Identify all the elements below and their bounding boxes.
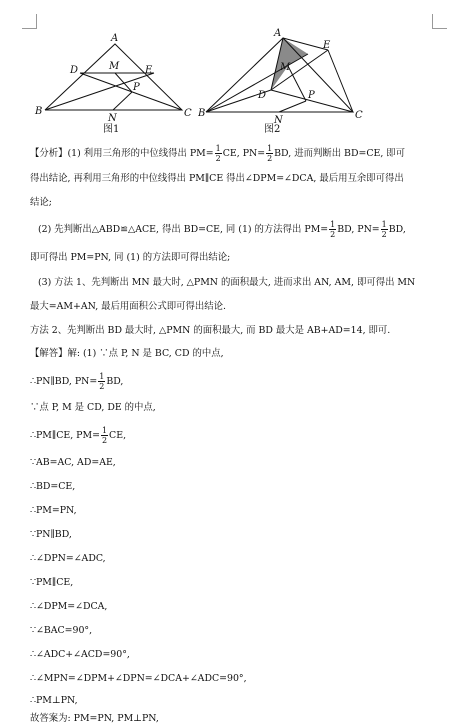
line-11: ∵点 P, M 是 CD, DE 的中点, bbox=[30, 402, 156, 413]
fig2-label-P: P bbox=[308, 90, 315, 101]
line-08: 方法 2、先判断出 BD 最大时, △PMN 的面积最大, 而 BD 最大是 AB+AD=14, 即可. bbox=[30, 325, 391, 336]
line-22: ∴∠MPN=∠DPM+∠DPN=∠DCA+∠ADC=90°, bbox=[30, 673, 247, 684]
crop-mark-top-right bbox=[432, 14, 447, 29]
fraction-half: $\frac{1}{2}$ bbox=[330, 220, 336, 239]
line-13: ∵AB=AC, AD=AE, bbox=[30, 457, 116, 468]
line-19: ∴∠DPM=∠DCA, bbox=[30, 601, 108, 612]
line-18: ∵PM∥CE, bbox=[30, 577, 74, 588]
fig2-label-B: B bbox=[198, 108, 206, 119]
line-01: 【分析】(1) 利用三角形的中位线得出 PM= $\frac{1}{2}$ CE, PN= $\frac{1}{2}$ BD, 进而判断出 BD=CE, 即可 bbox=[30, 144, 406, 163]
line-21: ∴∠ADC+∠ACD=90°, bbox=[30, 649, 130, 660]
fig2-label-N: N bbox=[274, 115, 283, 126]
figure-1 bbox=[30, 30, 200, 138]
line-09: 【解答】解: (1) ∵点 P, N 是 BC, CD 的中点, bbox=[30, 348, 224, 359]
line-02: 得出结论, 再利用三角形的中位线得出 PM∥CE 得出∠DPM=∠DCA, 最后用互余即可得出 bbox=[30, 173, 404, 184]
fig1-label-B: B bbox=[35, 106, 43, 117]
crop-mark-top-left bbox=[22, 14, 37, 29]
fraction-half: $\frac{1}{2}$ bbox=[381, 220, 387, 239]
line-14: ∴BD=CE, bbox=[30, 481, 76, 492]
line-06: (3) 方法 1、先判断出 MN 最大时, △PMN 的面积最大, 进而求出 AN, AM, 即可得出 MN bbox=[38, 277, 416, 288]
line-23: ∴PM⊥PN, bbox=[30, 695, 78, 706]
line-03: 结论; bbox=[30, 197, 52, 208]
fig2-label-D: D bbox=[258, 90, 267, 101]
fig1-label-M: M bbox=[109, 61, 120, 72]
fig1-label-P: P bbox=[133, 82, 140, 93]
fig2-label-E: E bbox=[323, 40, 331, 51]
fig2-label-C: C bbox=[355, 110, 363, 121]
fraction-half: $\frac{1}{2}$ bbox=[101, 426, 108, 445]
fig1-label-E: E bbox=[145, 65, 153, 76]
fraction-half: $\frac{1}{2}$ bbox=[215, 144, 221, 163]
figure-2 bbox=[198, 26, 368, 138]
fig1-caption: 图1 bbox=[103, 124, 120, 135]
line-17: ∴∠DPN=∠ADC, bbox=[30, 553, 106, 564]
fig1-label-C: C bbox=[184, 108, 192, 119]
fig1-label-N: N bbox=[108, 113, 117, 124]
line-16: ∵PN∥BD, bbox=[30, 529, 72, 540]
line-10: ∴PN∥BD, PN= $\frac{1}{2}$ BD, bbox=[30, 372, 124, 391]
fig2-label-A: A bbox=[274, 28, 282, 39]
fig1-label-A: A bbox=[111, 33, 119, 44]
line-05: 即可得出 PM=PN, 同 (1) 的方法即可得出结论; bbox=[30, 252, 231, 263]
fig2-label-M: M bbox=[280, 62, 291, 73]
fraction-half: $\frac{1}{2}$ bbox=[267, 144, 273, 163]
line-20: ∵∠BAC=90°, bbox=[30, 625, 93, 636]
line-24: 故答案为: PM=PN, PM⊥PN, bbox=[30, 713, 159, 724]
line-15: ∴PM=PN, bbox=[30, 505, 77, 516]
fig2-caption: 图2 bbox=[264, 124, 281, 135]
fraction-half: $\frac{1}{2}$ bbox=[99, 372, 105, 391]
line-04: (2) 先判断出△ABD≌△ACE, 得出 BD=CE, 同 (1) 的方法得出 PM= $\frac{1}{2}$ BD, PN= $\frac{1}{2}$ BD, bbox=[38, 220, 406, 239]
line-12: ∴PM∥CE, PM= $\frac{1}{2}$ CE, bbox=[30, 426, 127, 445]
line-07: 最大=AM+AN, 最后用面积公式即可得出结论. bbox=[30, 301, 227, 312]
fig1-label-D: D bbox=[70, 65, 79, 76]
